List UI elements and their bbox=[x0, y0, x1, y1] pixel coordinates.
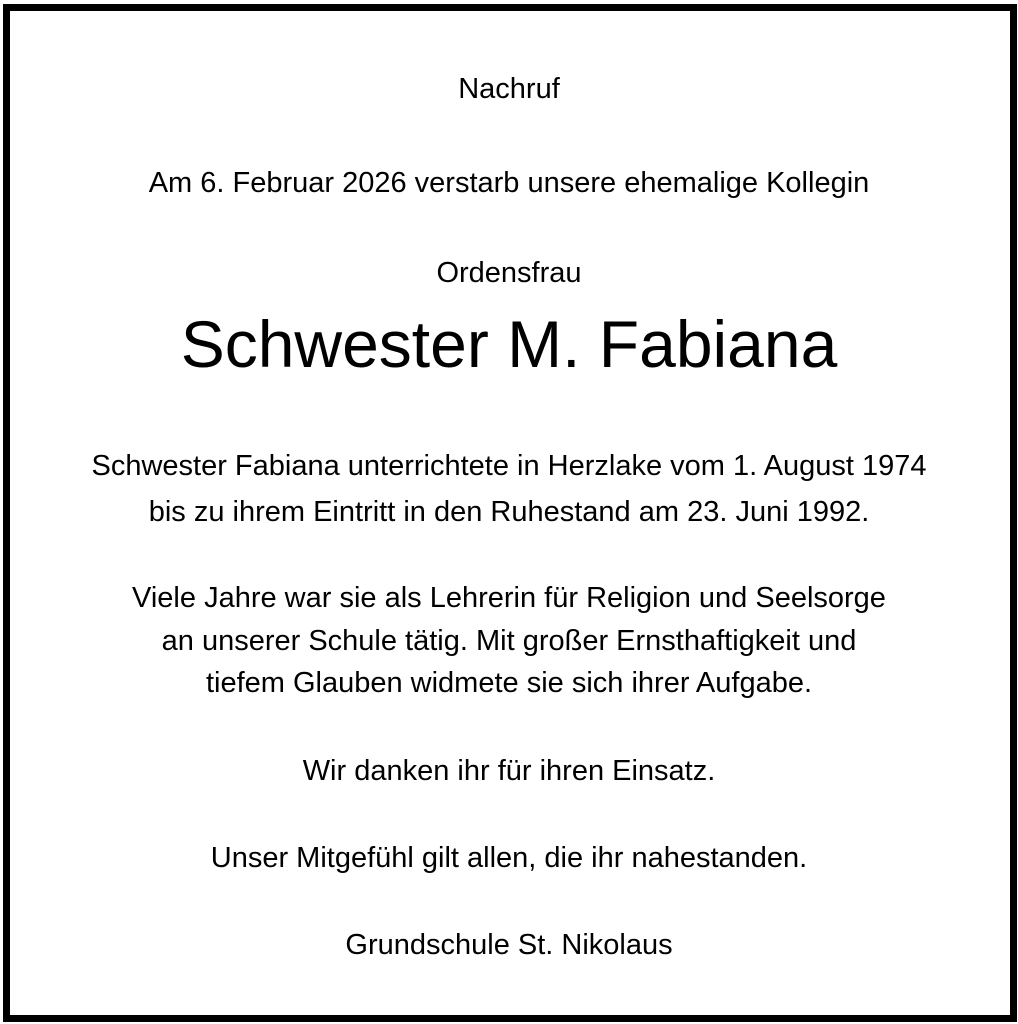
signature-text: Grundschule St. Nikolaus bbox=[345, 929, 673, 961]
title-prefix: Ordensfrau bbox=[436, 257, 582, 289]
paragraph1-line2: bis zu ihrem Eintritt in den Ruhestand am 23. Juni 1992. bbox=[148, 496, 870, 528]
notice-heading: Nachruf bbox=[458, 73, 560, 105]
thanks-text: Wir danken ihr für ihren Einsatz. bbox=[302, 755, 716, 787]
deceased-name: Schwester M. Fabiana bbox=[180, 307, 838, 381]
paragraph2-line1: Viele Jahre war sie als Lehrerin für Religion und Seelsorge bbox=[132, 582, 886, 614]
sympathy-text: Unser Mitgefühl gilt allen, die ihr nahestanden. bbox=[210, 842, 808, 874]
paragraph1-line1: Schwester Fabiana unterrichtete in Herzlake vom 1. August 1974 bbox=[91, 450, 927, 482]
intro-text: Am 6. Februar 2026 verstarb unsere ehemalige Kollegin bbox=[148, 167, 870, 199]
paragraph2-line2: an unserer Schule tätig. Mit großer Ernsthaftigkeit und bbox=[161, 625, 857, 657]
paragraph2-line3: tiefem Glauben widmete sie sich ihrer Aufgabe. bbox=[205, 667, 813, 699]
